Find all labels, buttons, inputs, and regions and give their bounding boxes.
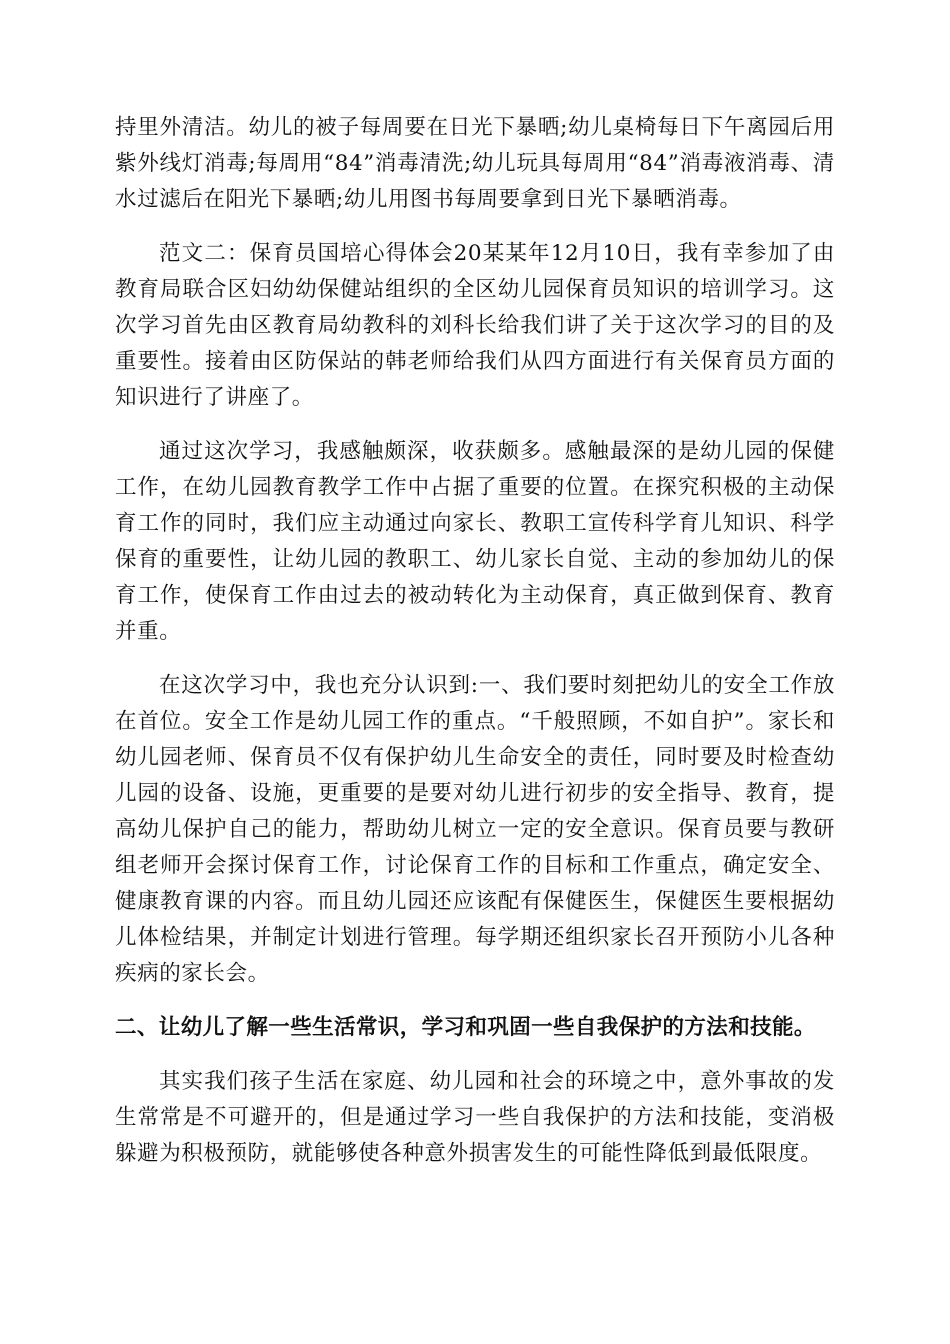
paragraph-sample-two-intro: 范文二：保育员国培心得体会20某某年12月10日，我有幸参加了由教育局联合区妇幼幼保健站组织的全区幼儿园保育员知识的培训学习。这次学习首先由区教育局幼教科的刘科长给我们讲了关于这次学习的目的及重要性。接着由区防保站的韩老师给我们从四方面进行有关保育员方面的知识进行了讲座了。 bbox=[115, 241, 835, 410]
paragraph-self-protection: 其实我们孩子生活在家庭、幼儿园和社会的环境之中，意外事故的发生常常是不可避开的，但是通过学习一些自我保护的方法和技能，变消极躲避为积极预防，就能够使各种意外损害发生的可能性降低到最低限度。 bbox=[115, 1069, 835, 1166]
section-heading-two: 二、让幼儿了解一些生活常识，学习和巩固一些自我保护的方法和技能。 bbox=[115, 1015, 816, 1040]
paragraph-safety-first: 在这次学习中，我也充分认识到:一、我们要时刻把幼儿的安全工作放在首位。安全工作是幼儿园工作的重点。“千般照顾，不如自护”。家长和幼儿园老师、保育员不仅有保护幼儿生命安全的责任，同时要及时检查幼儿园的设备、设施，更重要的是要对幼儿进行初步的安全指导、教育，提高幼儿保护自己的能力，帮助幼儿树立一定的安全意识。保育员要与教研组老师开会探讨保育工作，讨论保育工作的目标和工作重点，确定安全、健康教育课的内容。而且幼儿园还应该配有保健医生，保健医生要根据幼儿体检结果，并制定计划进行管理。每学期还组织家长召开预防小儿各种疾病的家长会。 bbox=[115, 673, 835, 986]
paragraph-learning-reflection: 通过这次学习，我感触颇深，收获颇多。感触最深的是幼儿园的保健工作，在幼儿园教育教学工作中占据了重要的位置。在探究积极的主动保育工作的同时，我们应主动通过向家长、教职工宣传科学育儿知识、科学保育的重要性，让幼儿园的教职工、幼儿家长自觉、主动的参加幼儿的保育工作，使保育工作由过去的被动转化为主动保育，真正做到保育、教育并重。 bbox=[115, 439, 835, 644]
document-body bbox=[115, 110, 835, 1172]
paragraph-hygiene-continuation: 持里外清洁。幼儿的被子每周要在日光下暴晒;幼儿桌椅每日下午离园后用紫外线灯消毒;每周用“84”消毒清洗;幼儿玩具每周用“84”消毒液消毒、清水过滤后在阳光下暴晒;幼儿用图书每周要拿到日光下暴晒消毒。 bbox=[115, 115, 835, 212]
